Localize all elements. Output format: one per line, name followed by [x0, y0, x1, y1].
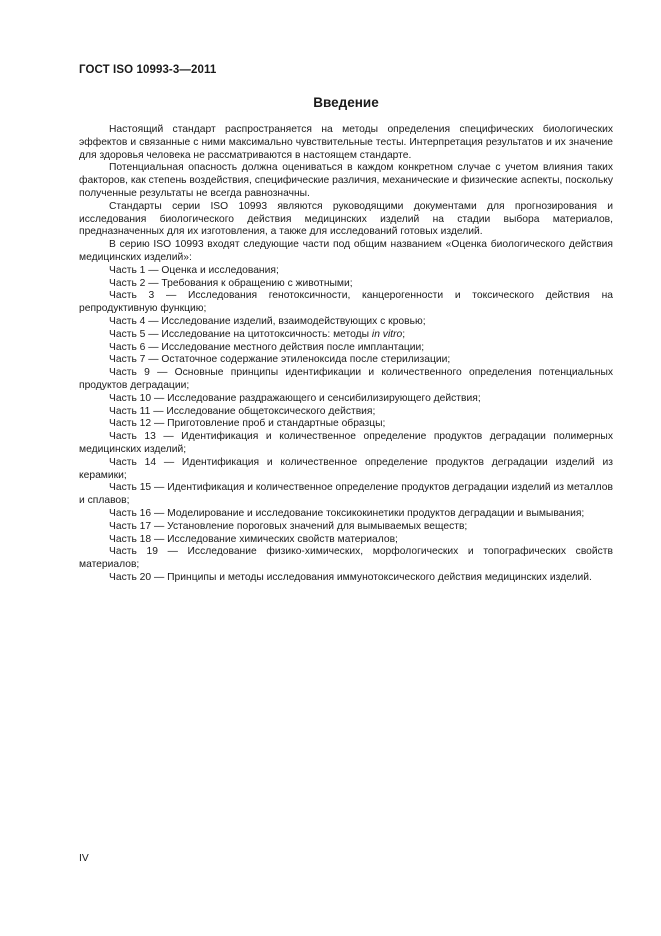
- body-text: [79, 124, 613, 585]
- part-17: Часть 17 — Установление пороговых значений для вымываемых веществ;: [109, 520, 468, 532]
- part-15: Часть 15 — Идентификация и количественное определение продуктов деградации изделий из металлов и сплавов;: [79, 482, 613, 507]
- part-5: Часть 5 — Исследование на цитотоксичность: методы in vitro;: [109, 328, 406, 340]
- paragraph-scope: Настоящий стандарт распространяется на методы определения специфических биологических эффектов и связанные с ними максимально чувствительные тесты. Интерпретация результатов и их значение для здоровья человека не рассматриваются в настоящем стандарте.: [79, 124, 613, 161]
- section-title: Введение: [313, 95, 379, 110]
- part-2: Часть 2 — Требования к обращению с животными;: [109, 277, 353, 289]
- paragraph-hazard: Потенциальная опасность должна оцениваться в каждом конкретном случае с учетом влияния таких факторов, как степень воздействия, специфические различия, механические и физические аспекты, поскольку полученные результаты не всегда равнозначны.: [79, 162, 613, 199]
- part-7: Часть 7 — Остаточное содержание этиленоксида после стерилизации;: [109, 354, 451, 366]
- part-6: Часть 6 — Исследование местного действия после имплантации;: [109, 341, 425, 353]
- part-3: Часть 3 — Исследования генотоксичности, канцерогенности и токсического действия на репродуктивную функцию;: [79, 290, 613, 315]
- part-16: Часть 16 — Моделирование и исследование токсикокинетики продуктов деградации и вымывания;: [109, 507, 585, 519]
- part-1: Часть 1 — Оценка и исследования;: [109, 264, 279, 276]
- paragraph-series: Стандарты серии ISO 10993 являются руководящими документами для прогнозирования и исследования биологического действия медицинских изделий на стадии выбора материалов, предназначенных для их изготовления, а также для исследований готовых изделий.: [79, 200, 613, 238]
- document-code-header: ГОСТ ISO 10993-3—2011: [79, 64, 217, 76]
- part-4: Часть 4 — Исследование изделий, взаимодействующих с кровью;: [109, 315, 426, 327]
- part-14: Часть 14 — Идентификация и количественное определение продуктов деградации изделий из керамики;: [79, 456, 613, 481]
- page-number: IV: [79, 853, 89, 864]
- part-13: Часть 13 — Идентификация и количественное определение продуктов деградации полимерных медицинских изделий;: [79, 431, 613, 455]
- paragraph-parts-intro: В серию ISO 10993 входят следующие части под общим названием «Оценка биологического действия медицинских изделий»:: [79, 239, 613, 263]
- part-20: Часть 20 — Принципы и методы исследования иммунотоксического действия медицинских изделий.: [109, 571, 592, 583]
- part-9: Часть 9 — Основные принципы идентификации и количественного определения потенциальных продуктов деградации;: [79, 367, 613, 391]
- part-19: Часть 19 — Исследование физико-химических, морфологических и топографических свойств материалов;: [79, 546, 613, 571]
- part-10: Часть 10 — Исследование раздражающего и сенсибилизирующего действия;: [109, 392, 481, 404]
- part-18: Часть 18 — Исследование химических свойств материалов;: [109, 533, 398, 545]
- in-vitro-italic: in vitro: [371, 328, 403, 340]
- part-11: Часть 11 — Исследование общетоксического действия;: [109, 405, 376, 417]
- part-12: Часть 12 — Приготовление проб и стандартные образцы;: [109, 418, 386, 430]
